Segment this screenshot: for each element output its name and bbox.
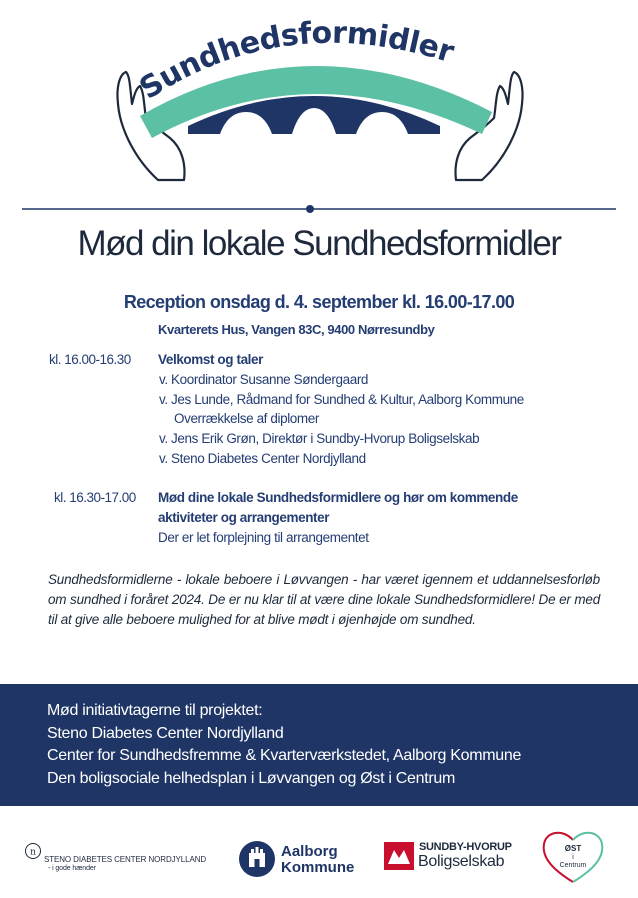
program-heading: Velkomst og taler — [158, 352, 263, 367]
initiators-heading: Mød initiativtagerne til projektet: — [47, 702, 263, 719]
program-line: v. Jes Lunde, Rådmand for Sundhed & Kultur, Aalborg Kommune — [159, 392, 524, 407]
reception-heading: Reception onsdag d. 4. september kl. 16.00-17.00 — [123, 292, 515, 312]
intro-paragraph: Sundhedsformidlerne - lokale beboere i Løvvangen - har været igennem et uddannelsesforløb om sundhed i foråret 2024. De er nu klar til at være dine lokale Sundhedsformidlere! De er med til at give alle beboere mulighed for at blive mødt i øjenhøjde om sundhed. — [48, 572, 600, 627]
sundby-hvorup-icon — [384, 842, 414, 870]
aalborg-line1: Aalborg — [281, 843, 338, 860]
program-line: Overrækkelse af diplomer — [174, 411, 319, 426]
program-line: Der er let forplejning til arrangementet — [158, 530, 369, 545]
page-title: Mød din lokale Sundhedsformidler — [77, 224, 561, 263]
initiator-item: Center for Sundhedsfremme & Kvarterværkstedet, Aalborg Kommune — [47, 747, 522, 764]
event-address: Kvarterets Hus, Vangen 83C, 9400 Nørresundby — [158, 322, 435, 337]
header-divider — [22, 204, 616, 214]
steno-tagline: - i gode hænder — [48, 865, 96, 872]
sundhedsformidler-logo — [100, 8, 540, 193]
program-time: kl. 16.30-17.00 — [54, 490, 136, 505]
ost-line2: i — [572, 854, 574, 861]
aalborg-line2: Kommune — [281, 859, 355, 876]
steno-logo-icon — [24, 842, 42, 860]
initiator-item: Steno Diabetes Center Nordjylland — [47, 724, 284, 742]
logo-text: Sundhedsformidler — [133, 15, 458, 107]
program-heading: Mød dine lokale Sundhedsformidlere og hør om kommende aktiviteter og arrangementer — [158, 490, 518, 525]
aalborg-crest-icon — [238, 840, 276, 878]
program-line: v. Jens Erik Grøn, Direktør i Sundby-Hvorup Boligselskab — [159, 431, 480, 446]
initiators-list — [47, 700, 627, 790]
sundby-line2: Boligselskab — [418, 853, 505, 870]
program-line: v. Koordinator Susanne Søndergaard — [159, 372, 369, 387]
initiator-item: Den boligsociale helhedsplan i Løvvangen og Øst i Centrum — [47, 769, 456, 787]
sundby-line1: SUNDBY-HVORUP — [419, 841, 512, 853]
program-line: v. Steno Diabetes Center Nordjylland — [159, 451, 366, 466]
steno-name: STENO DIABETES CENTER NORDJYLLAND — [44, 855, 207, 864]
svg-text:n: n — [30, 847, 36, 858]
ost-line1: ØST — [564, 844, 582, 853]
program-time: kl. 16.00-16.30 — [49, 352, 131, 367]
ost-line3: Centrum — [559, 862, 587, 869]
